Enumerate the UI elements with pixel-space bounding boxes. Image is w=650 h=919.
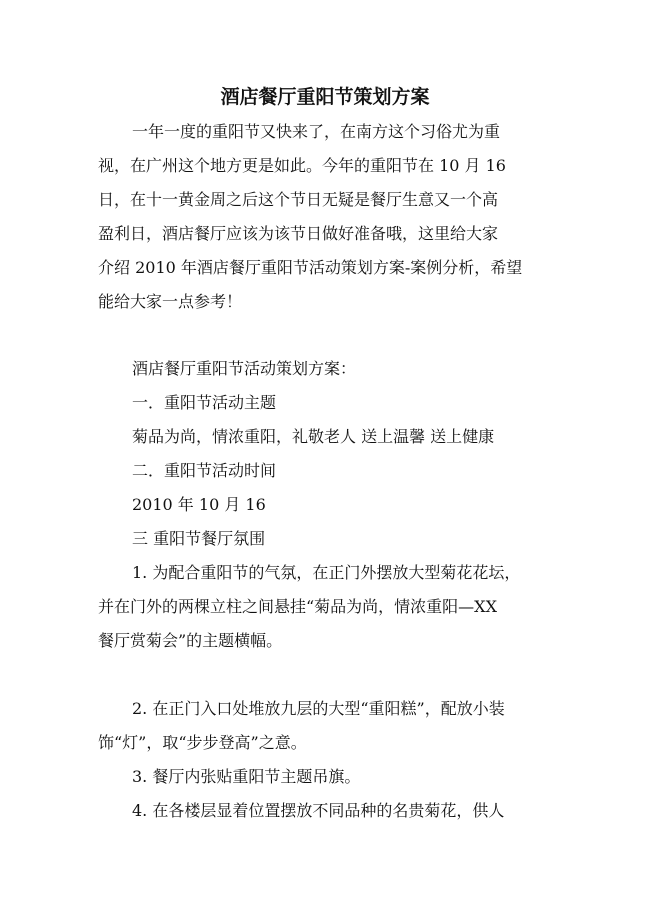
document-title: 酒店餐厅重阳节策划方案	[220, 86, 430, 108]
section1-text: 菊品为尚，情浓重阳，礼敬老人 送上温馨 送上健康	[132, 427, 495, 446]
item2-line-2: 饰“灯”，取“步步登高”之意。	[98, 733, 307, 752]
intro-line-4: 盈利日，酒店餐厅应该为该节日做好准备哦，这里给大家	[98, 224, 499, 243]
section2-text: 2010 年 10 月 16	[132, 495, 266, 514]
item4-text: 4. 在各楼层显着位置摆放不同品种的名贵菊花，供人	[132, 801, 505, 820]
section3-heading: 三 重阳节餐厅氛围	[132, 529, 266, 548]
plan-heading: 酒店餐厅重阳节活动策划方案：	[132, 359, 357, 378]
intro-line-2: 视，在广州这个地方更是如此。今年的重阳节在 10 月 16	[98, 156, 506, 175]
intro-line-6: 能给大家一点参考！	[98, 292, 243, 311]
item1-line-2: 并在门外的两棵立柱之间悬挂“菊品为尚，情浓重阳—XX	[98, 597, 497, 616]
item2-line-1: 2. 在正门入口处堆放九层的大型“重阳糕”，配放小装	[132, 699, 505, 718]
section1-heading: 一．重阳节活动主题	[132, 393, 277, 412]
section2-heading: 二．重阳节活动时间	[132, 461, 277, 480]
intro-line-3: 日，在十一黄金周之后这个节日无疑是餐厅生意又一个高	[98, 190, 499, 209]
item1-line-3: 餐厅赏菊会”的主题横幅。	[98, 631, 283, 650]
item3-text: 3. 餐厅内张贴重阳节主题吊旗。	[132, 767, 361, 786]
intro-line-5: 介绍 2010 年酒店餐厅重阳节活动策划方案-案例分析，希望	[98, 258, 523, 277]
intro-line-1: 一年一度的重阳节又快来了，在南方这个习俗尤为重	[132, 122, 501, 141]
item1-line-1: 1. 为配合重阳节的气氛，在正门外摆放大型菊花花坛，	[132, 563, 521, 582]
